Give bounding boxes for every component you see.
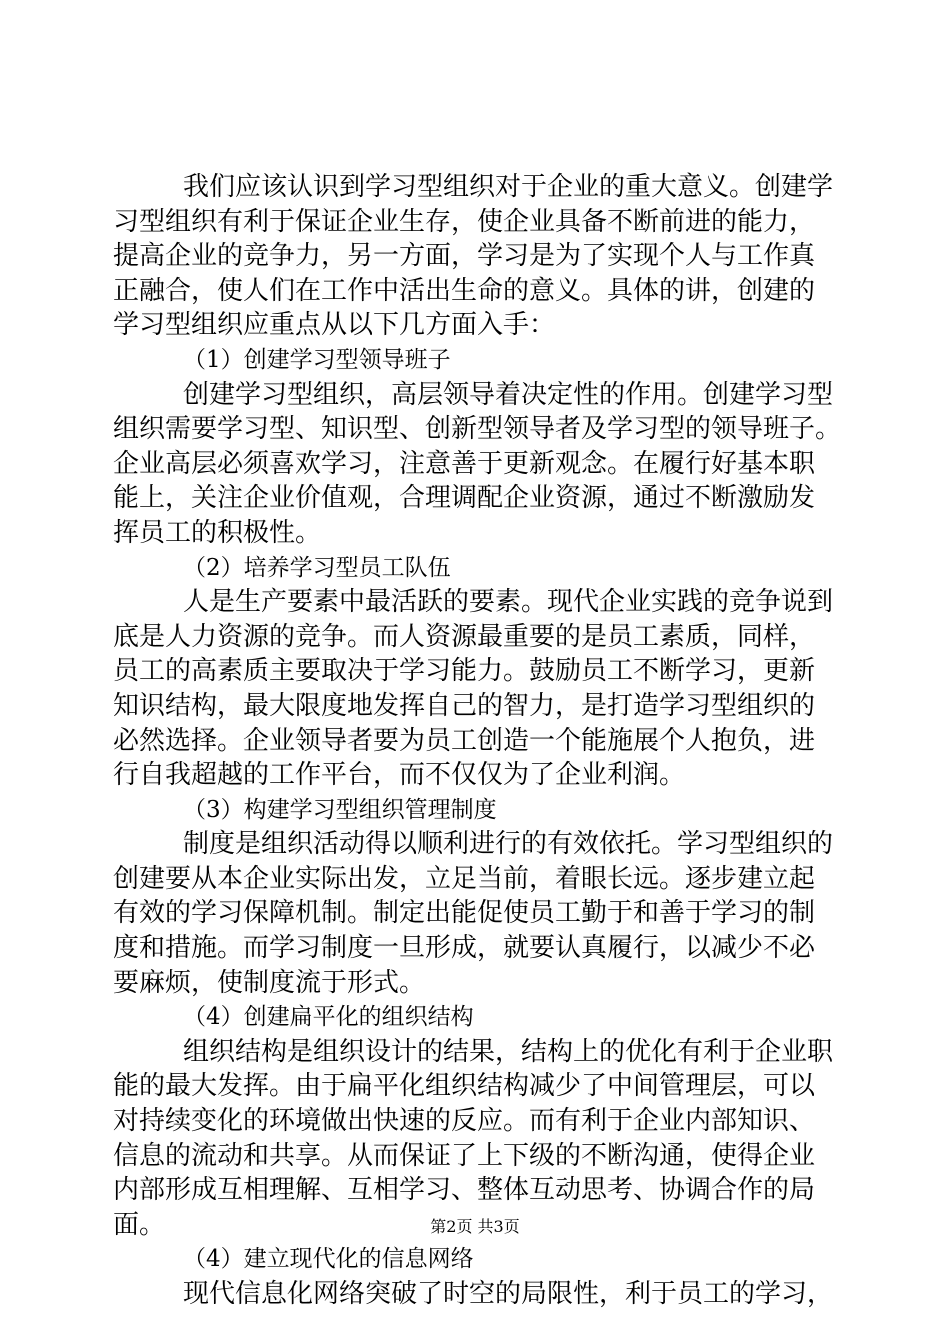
section-heading: （4）建立现代化的信息网络	[183, 1246, 474, 1273]
section-heading: （2）培养学习型员工队伍	[183, 554, 451, 581]
text-line: 挥员工的积极性。	[113, 517, 322, 548]
text-line: 底是人力资源的竞争。而人资源最重要的是员工素质，同样，	[113, 621, 816, 652]
text-line: 我们应该认识到学习型组织对于企业的重大意义。创建学	[183, 172, 834, 202]
section-heading: （4）创建扁平化的组织结构	[183, 1004, 474, 1031]
text-line: 企业高层必须喜欢学习，注意善于更新观念。在履行好基本职	[113, 448, 816, 479]
text-line: 知识结构，最大限度地发挥自己的智力，是打造学习型组织的	[113, 690, 816, 721]
text-line: 员工的高素质主要取决于学习能力。鼓励员工不断学习，更新	[113, 656, 816, 687]
text-line: 组织结构是组织设计的结果，结构上的优化有利于企业职	[183, 1036, 834, 1067]
text-line: 正融合，使人们在工作中活出生命的意义。具体的讲，创建的	[113, 275, 816, 306]
text-line: 信息的流动和共享。从而保证了上下级的不断沟通，使得企业	[113, 1140, 816, 1171]
text-line: 人是生产要素中最活跃的要素。现代企业实践的竞争说到	[183, 587, 834, 618]
text-line: 有效的学习保障机制。制定出能促使员工勤于和善于学习的制	[113, 898, 816, 929]
text-line: 制度是组织活动得以顺利进行的有效依托。学习型组织的	[183, 829, 834, 860]
page-footer: 第2页 共3页	[430, 1217, 520, 1236]
text-line: 提高企业的竞争力，另一方面，学习是为了实现个人与工作真	[113, 241, 816, 272]
text-line: 度和措施。而学习制度一旦形成，就要认真履行，以减少不必	[113, 933, 816, 964]
text-line: 能的最大发挥。由于扁平化组织结构减少了中间管理层，可以	[113, 1071, 816, 1102]
text-line: 创建学习型组织，高层领导着决定性的作用。创建学习型	[183, 379, 834, 410]
text-line: 能上，关注企业价值观，合理调配企业资源，通过不断激励发	[113, 483, 816, 514]
text-line: 对持续变化的环境做出快速的反应。而有利于企业内部知识、	[113, 1106, 816, 1137]
text-line: 必然选择。企业领导者要为员工创造一个能施展个人抱负，进	[113, 725, 816, 756]
text-line: 创建要从本企业实际出发，立足当前，着眼长远。逐步建立起	[113, 863, 816, 894]
text-line: 内部形成互相理解、互相学习、整体互动思考、协调合作的局	[113, 1175, 816, 1206]
text-line: 要麻烦，使制度流于形式。	[113, 967, 426, 998]
document-body	[113, 170, 843, 1312]
text-line: 组织需要学习型、知识型、创新型领导者及学习型的领导班子。	[113, 414, 842, 445]
text-line: 学习型组织应重点从以下几方面入手：	[113, 310, 556, 341]
text-line: 习型组织有利于保证企业生存，使企业具备不断前进的能力，	[113, 206, 816, 237]
text-line: 现代信息化网络突破了时空的局限性，利于员工的学习，	[183, 1279, 834, 1309]
text-line: 面。	[113, 1209, 166, 1240]
section-heading: （1）创建学习型领导班子	[183, 346, 451, 373]
section-heading: （3）构建学习型组织管理制度	[183, 796, 497, 823]
text-line: 行自我超越的工作平台，而不仅仅为了企业利润。	[113, 760, 686, 791]
